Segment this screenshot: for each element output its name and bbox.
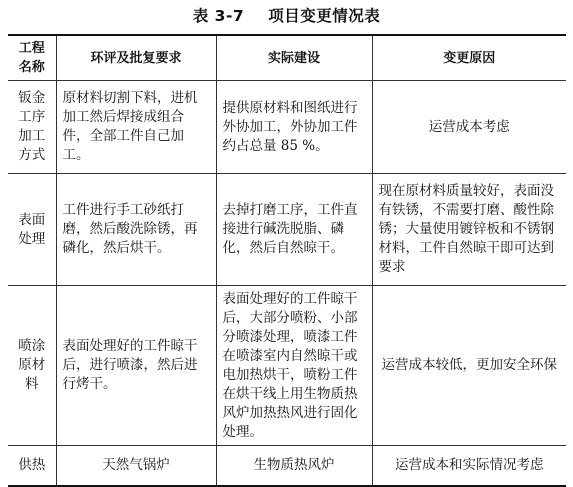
- cell-actual-construction: 去掉打磨工序，工件直接进行碱洗脱脂、磷化，然后自然晾干。: [216, 174, 372, 286]
- cell-change-reason: 运营成本和实际情况考虑: [372, 446, 566, 486]
- header-actual-construction: 实际建设: [216, 35, 372, 81]
- table-number: 表 3-7: [192, 7, 245, 25]
- cell-eia-requirement: 工件进行手工砂纸打磨，然后酸洗除锈，再磷化，然后烘干。: [56, 174, 216, 286]
- table-row: [8, 446, 566, 486]
- table-caption: 项目变更情况表: [268, 7, 381, 25]
- cell-change-reason: 现在原材料质量较好，表面没有铁锈，不需要打磨、酸性除锈；大量使用镀锌板和不锈钢材料，工件自然晾干即可达到要求: [372, 174, 566, 286]
- cell-change-reason: 运营成本较低，更加安全环保: [372, 286, 566, 446]
- cell-project-name: 喷涂原材料: [8, 286, 56, 446]
- cell-eia-requirement: 表面处理好的工件晾干后，进行喷漆，然后进行烤干。: [56, 286, 216, 446]
- cell-actual-construction: 提供原材料和图纸进行外协加工，外协加工件约占总量 85 %。: [216, 81, 372, 174]
- header-eia-requirement: 环评及批复要求: [56, 35, 216, 81]
- table-header-row: [8, 35, 566, 81]
- cell-eia-requirement: 天然气锅炉: [56, 446, 216, 486]
- cell-eia-requirement: 原材料切割下料，进机加工然后焊接成组合件，全部工件自己加工。: [56, 81, 216, 174]
- header-change-reason: 变更原因: [372, 35, 566, 81]
- cell-project-name: 表面处理: [8, 174, 56, 286]
- cell-project-name: 供热: [8, 446, 56, 486]
- cell-project-name: 钣金工序加工方式: [8, 81, 56, 174]
- table-row: [8, 81, 566, 174]
- cell-actual-construction: 生物质热风炉: [216, 446, 372, 486]
- header-project-name: 工程名称: [8, 35, 56, 81]
- project-change-table: [8, 34, 566, 487]
- table-row: [8, 174, 566, 286]
- table-title: [0, 2, 573, 30]
- table-row: [8, 286, 566, 446]
- cell-actual-construction: 表面处理好的工件晾干后，大部分喷粉、小部分喷漆处理，喷漆工件在喷漆室内自然晾干或电加热烘干，喷粉工件在烘干线上用生物质热风炉加热热风进行固化处理。: [216, 286, 372, 446]
- cell-change-reason: 运营成本考虑: [372, 81, 566, 174]
